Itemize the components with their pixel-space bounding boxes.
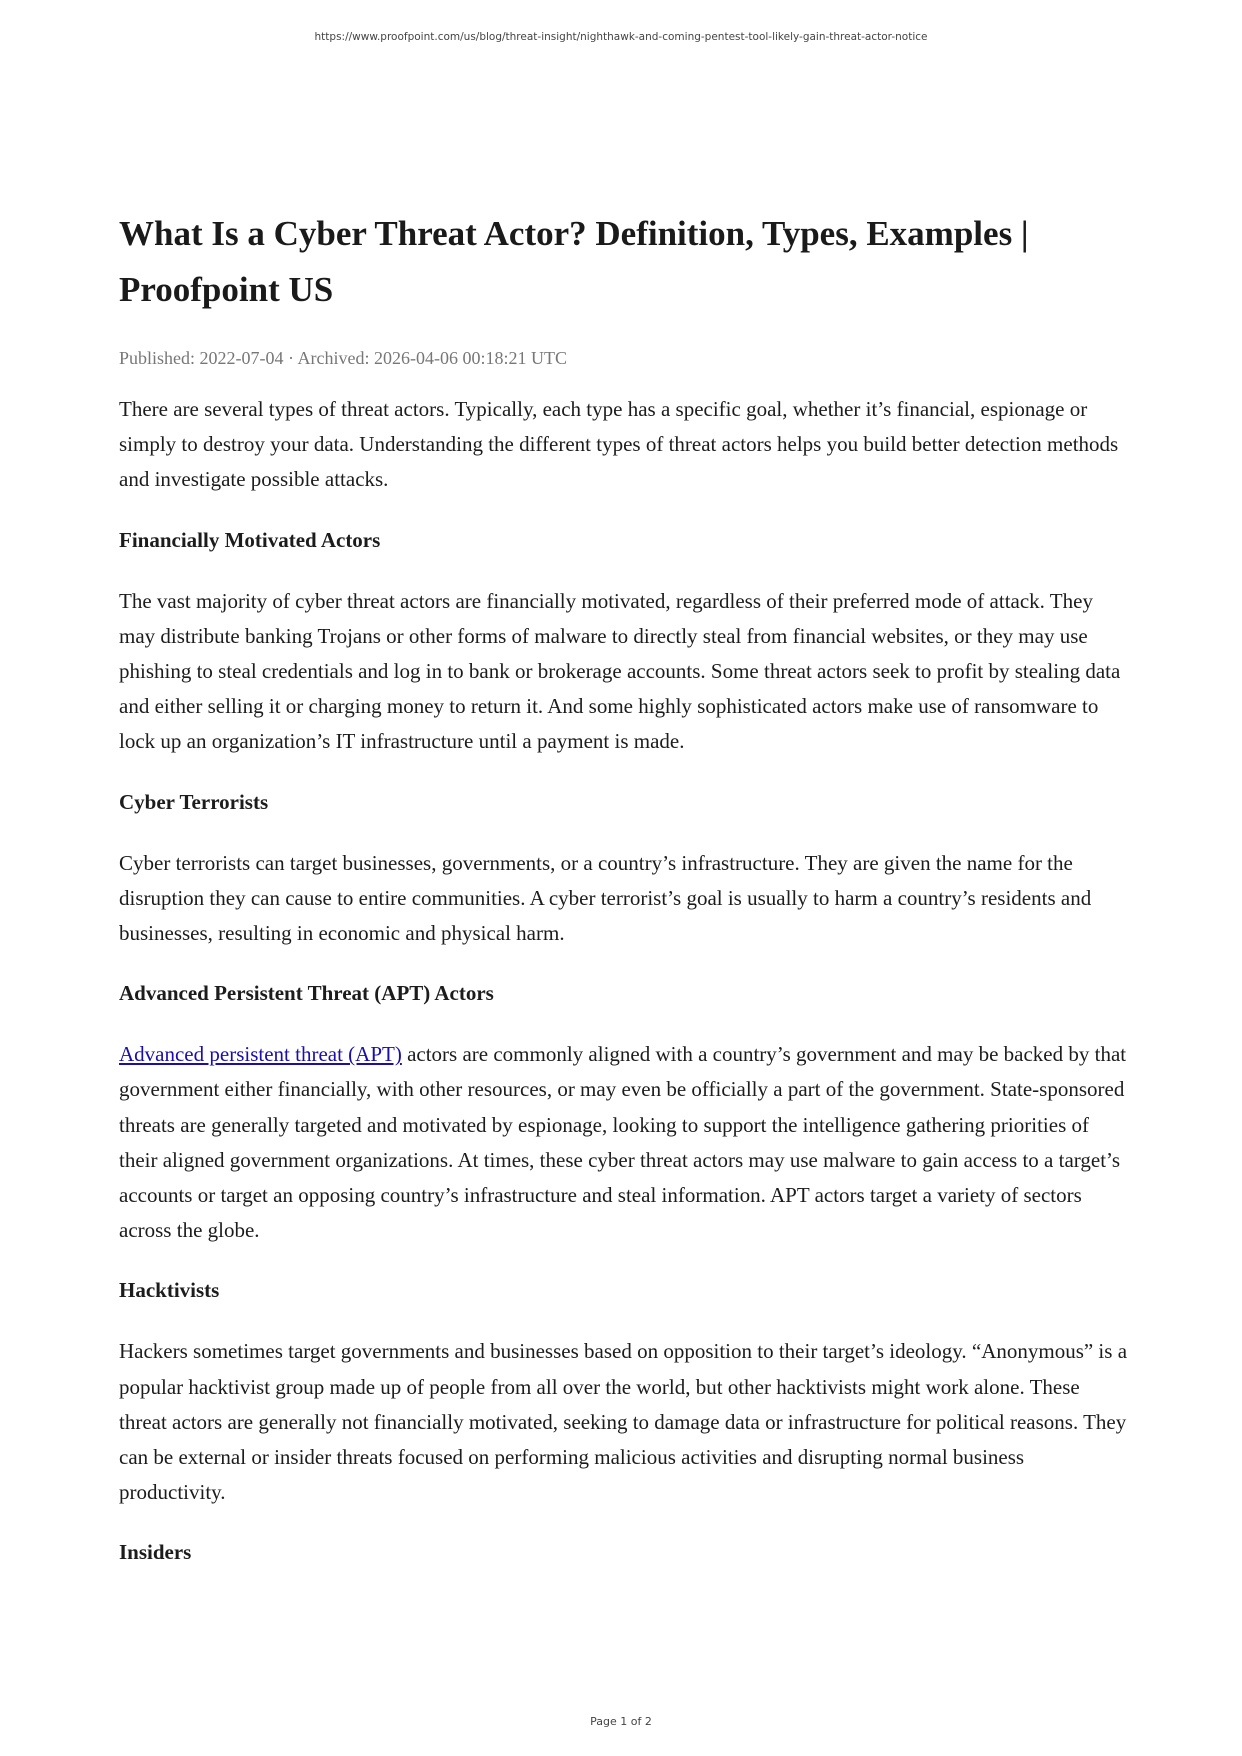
publish-meta: Published: 2022-07-04 · Archived: 2026-04-06 00:18:21 UTC [119,348,567,368]
section-heading-cyber-terrorists: Cyber Terrorists [119,789,269,814]
page-number: Page 1 of 2 [590,1715,652,1728]
section-heading-hacktivists: Hacktivists [119,1278,220,1303]
section-body-financial: The vast majority of cyber threat actors are financially motivated, regardless of their preferred mode of attack. They may distribute banking Trojans or other forms of malware to directly steal from financial websites, or they may use phishing to steal credentials and log in to bank or brokerage accounts. Some threat actors seek to profit by stealing data and either selling it or charging money to return it. And some highly sophisticated actors make use of ransomware to lock up an organization’s IT infrastructure until a payment is made. [119,588,1121,754]
section-body-cyber-terrorists: Cyber terrorists can target businesses, governments, or a country’s infrastructure. They are given the name for the disruption they can cause to entire communities. A cyber terrorist’s goal is usually to harm a country’s residents and businesses, resulting in economic and physical harm. [119,850,1092,946]
section-heading-financial: Financially Motivated Actors [119,527,381,552]
apt-link[interactable]: Advanced persistent threat (APT) [119,1042,402,1067]
section-heading-insiders: Insiders [119,1540,192,1565]
article [119,206,1129,1596]
page-url: https://www.proofpoint.com/us/blog/threat-insight/nighthawk-and-coming-pentest-tool-likely-gain-threat-actor-notice [314,31,928,43]
section-heading-apt: Advanced Persistent Threat (APT) Actors [119,981,494,1006]
section-body-apt [119,1037,1129,1248]
section-body-hacktivists: Hackers sometimes target governments and businesses based on opposition to their target’s ideology. “Anonymous” is a popular hacktivist group made up of people from all over the world, but other hacktivists might work alone. These threat actors are generally not financially motivated, seeking to damage data or infrastructure for political reasons. They can be external or insider threats focused on performing malicious activities and disrupting normal business productivity. [119,1339,1128,1505]
article-title: What Is a Cyber Threat Actor? Definition, Types, Examples | Proofpoint US [119,214,1029,309]
apt-body-text: actors are commonly aligned with a country’s government and may be backed by that government either financially, with other resources, or may even be officially a part of the government. State-sponsored threats are generally targeted and motivated by espionage, looking to support the intelligence gathering priorities of their aligned government organizations. At times, these cyber threat actors may use malware to gain access to a target’s accounts or target an opposing country’s infrastructure and steal information. APT actors target a variety of sectors across the globe. [119,1042,1127,1243]
intro-paragraph: There are several types of threat actors. Typically, each type has a specific goal, whether it’s financial, espionage or simply to destroy your data. Understanding the different types of threat actors helps you build better detection methods and investigate possible attacks. [119,397,1119,492]
